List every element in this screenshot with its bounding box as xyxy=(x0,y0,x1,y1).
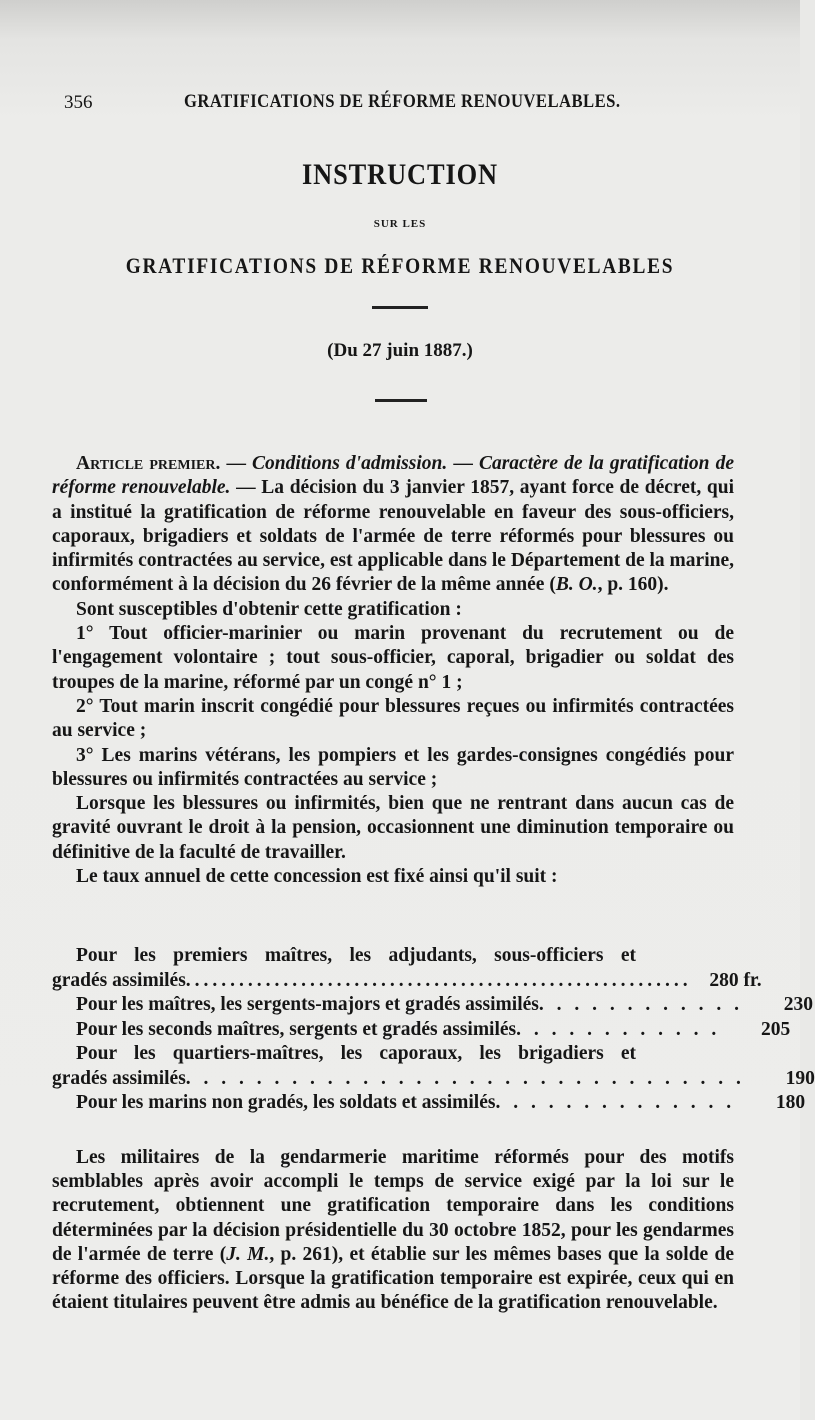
rate-amount: 180 xyxy=(775,1092,806,1113)
gendarmerie-text-end: , p. 261), et établie sur les mêmes bases que la solde de réforme des officiers. Lorsque la gratification temporaire est expirée, ceux qui en étaient titulaires peuvent être admis au bénéfice de la gratification renouvelable. xyxy=(52,1243,734,1314)
document-date: (Du 27 juin 1887.) xyxy=(327,340,473,361)
page-header xyxy=(64,92,740,118)
date-divider xyxy=(375,399,427,402)
reference-bo: B. O. xyxy=(555,574,598,596)
running-title: GRATIFICATIONS DE RÉFORME RENOUVELABLES. xyxy=(184,92,621,112)
article-heading-character: Caractère de la gratification de réforme renouvelable. xyxy=(52,453,735,499)
document-subtitle: GRATIFICATIONS DE RÉFORME RENOUVELABLES xyxy=(125,253,675,278)
rate-label: gradés assimilés xyxy=(52,969,186,991)
rate-amount: 205 xyxy=(761,1018,791,1040)
leader-dots: . . . . . . . . . . . . . . xyxy=(495,1092,736,1113)
rate-row-header xyxy=(52,1042,734,1067)
title-connector: SUR LES xyxy=(373,218,427,230)
rate-label: Pour les quartiers-maîtres, les caporaux, les brigadiers et xyxy=(76,1043,636,1064)
leader-dots: . . . . . . . . . . . . xyxy=(516,1018,721,1040)
rate-row xyxy=(52,969,762,994)
rates-table xyxy=(52,944,815,1116)
reference-jm: J. M. xyxy=(226,1243,270,1265)
document-title: INSTRUCTION xyxy=(302,158,498,191)
gendarmerie-text-start: Les militaires de la gendarmerie maritime réformés pour des motifs semblables après avoir accompli le temps de service exigé par la loi sur le recrutement, obtiennent une gratification temporaire dans les conditions déterminées par la décision présidentielle du 30 octobre 1852, pour les gendarmes de l'armée de terre ( xyxy=(52,1147,734,1265)
eligibility-item-2: 2° Tout marin inscrit congédié pour blessures reçues ou infirmités contractées au service ; xyxy=(52,695,734,742)
leader-dots: ......................................................... xyxy=(185,969,692,991)
leader-dots: . . . . . . . . . . . . . . . . . . . . . . . . . . . . . . . . xyxy=(185,1067,745,1089)
condition-paragraph: Lorsque les blessures ou infirmités, bien que ne rentrant dans aucun cas de gravité ouvrant le droit à la pension, occasionnent une diminution temporaire ou définitive de la faculté de travailler. xyxy=(52,793,734,863)
article-text: — La décision du 3 janvier 1857, ayant force de décret, qui a institué la gratification de réforme renouvelable en faveur des sous-officiers, caporaux, brigadiers et soldats de l'armée de terre réformés pour blessures ou infirmités contractées au service, est applicable dans le Département de la marine, conformément à la décision du 26 février de la même année ( xyxy=(52,477,734,596)
rate-label: Pour les maîtres, les sergents-majors et gradés assimilés xyxy=(76,994,539,1015)
page-number: 356 xyxy=(64,92,93,113)
leader-dots: . . . . . . . . . . . . xyxy=(538,994,743,1015)
gendarmerie-paragraph xyxy=(52,1146,734,1315)
rate-label: Pour les seconds maîtres, sergents et gradés assimilés xyxy=(76,1018,517,1040)
rate-intro: Le taux annuel de cette concession est fixé ainsi qu'il suit : xyxy=(76,866,558,888)
article-body xyxy=(52,452,734,889)
rate-label: Pour les premiers maîtres, les adjudants, sous-officiers et xyxy=(76,945,636,966)
rate-row xyxy=(52,1067,815,1092)
rate-amount: 190 xyxy=(785,1067,815,1089)
eligibility-item-3: 3° Les marins vétérans, les pompiers et les gardes-consignes congédiés pour blessures ou infirmités contractées au service ; xyxy=(52,744,734,790)
rate-row xyxy=(52,993,813,1018)
title-divider xyxy=(372,306,428,309)
eligibility-item-1: 1° Tout officier-marinier ou marin provenant du recrutement ou de l'engagement volontaire ; tout sous-officier, caporal, brigadier ou soldat des troupes de la marine, réformé par un congé n° 1 ; xyxy=(52,623,734,693)
article-heading-conditions: Conditions d'admission. xyxy=(252,453,448,474)
rate-row xyxy=(52,1018,791,1043)
separator-dash: — xyxy=(220,453,253,474)
article-paragraph xyxy=(52,452,734,598)
rate-label: gradés assimilés xyxy=(52,1067,186,1089)
eligibility-intro: Sont susceptibles d'obtenir cette gratification : xyxy=(76,598,462,620)
rate-row xyxy=(52,1091,806,1116)
rate-row-header xyxy=(52,944,734,969)
article-text-end: , p. 160). xyxy=(597,574,669,596)
gendarmerie-text xyxy=(52,1146,734,1315)
article-label: Article premier. xyxy=(76,453,221,474)
rate-amount: 280 fr. xyxy=(709,969,762,991)
separator-dash: — xyxy=(447,453,479,474)
rate-label: Pour les marins non gradés, les soldats et assimilés xyxy=(76,1092,496,1113)
rate-amount: 230 xyxy=(783,994,813,1015)
